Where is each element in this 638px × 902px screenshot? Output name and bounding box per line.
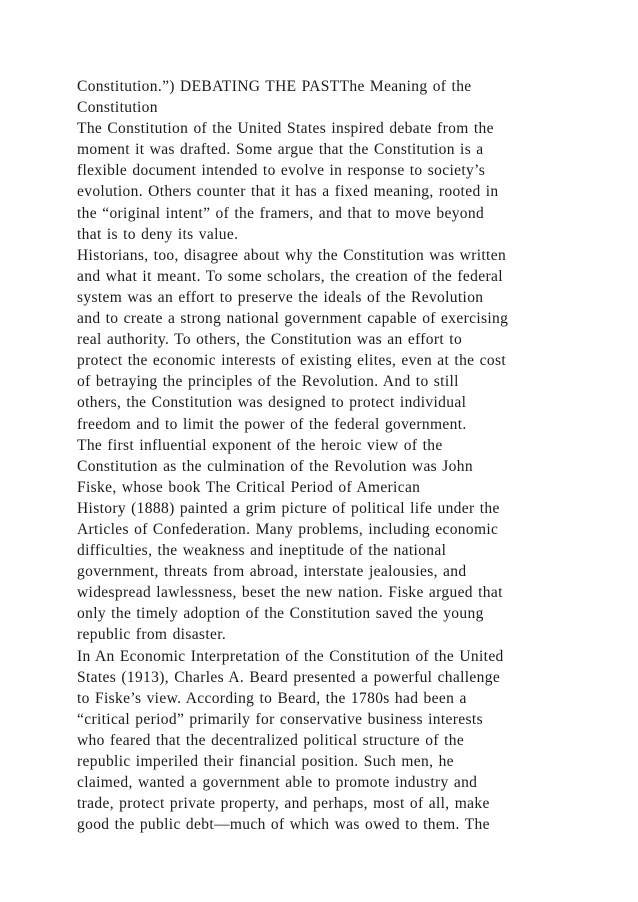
text-line: evolution. Others counter that it has a fixed meaning, rooted in — [77, 183, 499, 201]
text-line: to Fiske’s view. According to Beard, the 1780s had been a — [77, 689, 467, 707]
text-line: republic from disaster. — [77, 626, 227, 644]
text-line: trade, protect private property, and perhaps, most of all, make — [77, 795, 490, 813]
text-line: system was an effort to preserve the ideals of the Revolution — [77, 288, 484, 306]
text-line: that is to deny its value. — [77, 225, 239, 243]
text-line: good the public debt—much of which was owed to them. The — [77, 816, 490, 834]
text-line: government, threats from abroad, interstate jealousies, and — [77, 563, 467, 581]
text-line: flexible document intended to evolve in response to society’s — [77, 162, 486, 180]
text-line: widespread lawlessness, beset the new nation. Fiske argued that — [77, 584, 503, 602]
text-line: History (1888) painted a grim picture of political life under the — [77, 499, 500, 517]
text-line: protect the economic interests of existing elites, even at the cost — [77, 352, 507, 370]
text-line: and to create a strong national government capable of exercising — [77, 310, 509, 328]
text-line: Fiske, whose book The Critical Period of American — [77, 478, 421, 496]
text-line: others, the Constitution was designed to protect individual — [77, 394, 467, 412]
text-line: claimed, wanted a government able to promote industry and — [77, 774, 478, 792]
text-line: only the timely adoption of the Constitution saved the young — [77, 605, 484, 623]
text-line: Historians, too, disagree about why the Constitution was written — [77, 246, 507, 264]
text-line: difficulties, the weakness and ineptitude of the national — [77, 542, 447, 560]
text-line: the “original intent” of the framers, and that to move beyond — [77, 204, 485, 222]
text-line: moment it was drafted. Some argue that the Constitution is a — [77, 141, 484, 159]
text-line: The first influential exponent of the heroic view of the — [77, 436, 443, 454]
text-line: In An Economic Interpretation of the Constitution of the United — [77, 647, 504, 665]
text-line: real authority. To others, the Constitution was an effort to — [77, 331, 463, 349]
text-line: “critical period” primarily for conservative business interests — [77, 710, 483, 728]
text-line: republic imperiled their financial position. Such men, he — [77, 753, 454, 770]
text-line: Constitution — [77, 99, 158, 117]
text-line: and what it meant. To some scholars, the creation of the federal — [77, 267, 503, 285]
text-line: Constitution.”) DEBATING THE PASTThe Meaning of the — [77, 78, 472, 95]
text-line: States (1913), Charles A. Beard presented a powerful challenge — [77, 668, 501, 686]
text-line: who feared that the decentralized political structure of the — [77, 731, 465, 749]
text-line: Articles of Confederation. Many problems, including economic — [77, 520, 499, 538]
text-line: of betraying the principles of the Revolution. And to still — [77, 373, 459, 391]
text-line: The Constitution of the United States inspired debate from the — [77, 120, 494, 138]
text-line: Constitution as the culmination of the Revolution was John — [77, 457, 473, 475]
text-line: freedom and to limit the power of the federal government. — [77, 415, 467, 433]
document-body-text — [77, 76, 577, 835]
